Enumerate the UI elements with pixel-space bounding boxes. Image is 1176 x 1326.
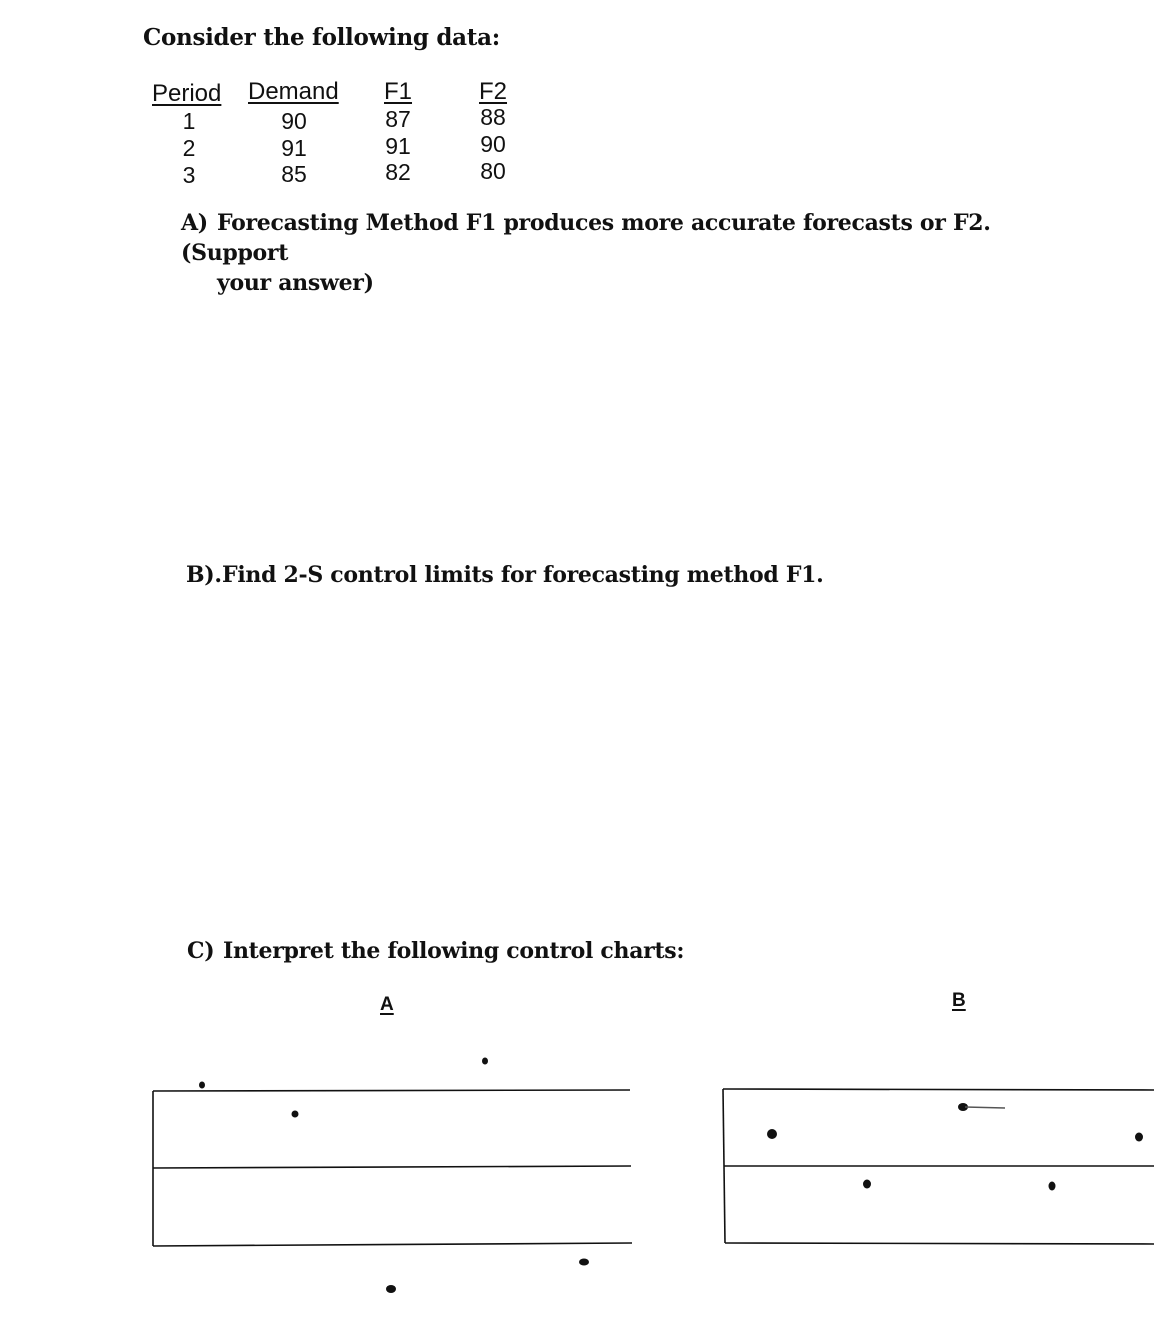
header-f1: F1: [384, 78, 413, 105]
table-cell: 90: [281, 108, 307, 134]
table-cell: 88: [480, 104, 506, 130]
chart-b-axis: [723, 1089, 725, 1243]
header-demand: Demand: [248, 78, 339, 105]
table-cell: 80: [480, 158, 506, 184]
question-a-letter: A): [181, 210, 208, 236]
table-cell: 1: [182, 108, 196, 134]
table-cell: 3: [182, 162, 196, 188]
chart-a-ucl-line: [153, 1090, 630, 1091]
question-a-line1: Forecasting Method F1 produces more accurate forecasts or F2. (Support: [181, 210, 991, 266]
table-cell: 91: [281, 135, 307, 161]
header-period: Period: [152, 80, 222, 107]
chart-a-point: [386, 1285, 396, 1293]
chart-a-point: [579, 1259, 589, 1266]
chart-a-center-line: [153, 1166, 631, 1168]
question-c-text: Interpret the following control charts:: [223, 938, 685, 964]
chart-b-ucl-line: [723, 1089, 1154, 1090]
question-c-letter: C): [187, 938, 215, 964]
table-cell: 85: [281, 161, 307, 187]
table-cell: 91: [385, 133, 411, 159]
table-cell: 2: [182, 135, 196, 161]
chart-a-point: [292, 1111, 299, 1118]
chart-a-point: [199, 1082, 205, 1089]
chart-b-point: [767, 1129, 777, 1139]
question-a-line2: your answer): [217, 270, 374, 296]
chart-b-point: [1049, 1182, 1056, 1191]
chart-b-point-smear: [965, 1107, 1005, 1108]
chart-a-lcl-line: [153, 1243, 632, 1246]
table-cell: 82: [385, 159, 411, 185]
chart-a-point: [482, 1058, 488, 1065]
question-b-letter: B).: [186, 562, 222, 588]
question-b-text: Find 2-S control limits for forecasting method F1.: [222, 562, 824, 588]
chart-b-point: [863, 1180, 871, 1189]
header-f2: F2: [479, 78, 508, 105]
table-cell: 90: [480, 131, 506, 157]
control-chart-a: [153, 1058, 632, 1294]
intro-text: Consider the following data:: [143, 24, 500, 51]
table-cell: 87: [385, 106, 411, 132]
chart-b-lcl-line: [725, 1243, 1154, 1244]
chart-a-label: A: [380, 994, 394, 1015]
control-chart-b: [723, 1089, 1154, 1244]
chart-b-label: B: [952, 990, 966, 1011]
chart-b-point: [1135, 1133, 1143, 1142]
